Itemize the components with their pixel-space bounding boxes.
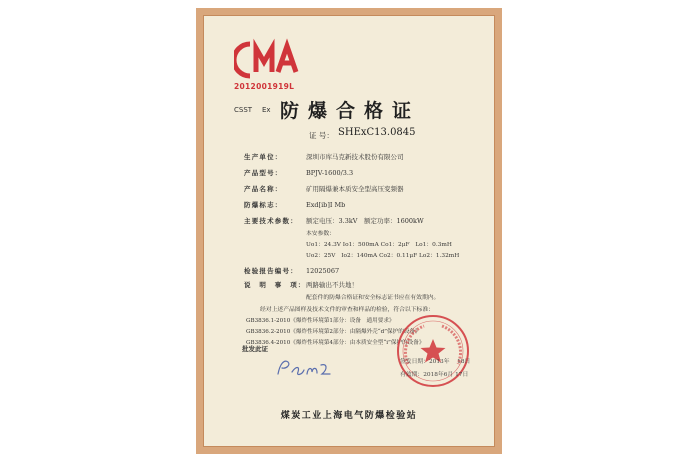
safety-params-heading: 本安参数： (306, 231, 335, 237)
cma-serial: 2012001919L (234, 82, 295, 91)
report-no-value: 12025067 (306, 267, 340, 275)
tech-params-label: 主要技术参数： (244, 217, 298, 225)
manufacturer-row (244, 152, 404, 161)
safety-params-line2: Uo2：25V Io2：140mA Co2：0.11μF Lo2：1.32mH (306, 253, 460, 259)
cert-no-label: 证 号： (309, 131, 334, 140)
approval-label: 批发此证 (242, 345, 268, 353)
model-value: BPJV-1600/3.3 (306, 169, 354, 177)
manufacturer-label: 生产单位： (244, 153, 283, 161)
certificate-title: 防爆合格证 (280, 100, 421, 122)
standard-3: GB3836.4-2010《爆炸性环境第4部分：由本质安全型“i”保护的设备》 (246, 340, 425, 346)
model-label: 产品型号： (244, 169, 283, 177)
manufacturer-value: 深圳市库马克新技术股份有限公司 (306, 153, 404, 161)
issuing-authority: 煤炭工业上海电气防爆检验站 (280, 411, 418, 421)
cma-logo (234, 38, 304, 80)
product-name-row (244, 184, 404, 193)
certificate-paper (203, 15, 495, 447)
tech-params-value: 额定电压：3.3kV 额定功率：1600kW (306, 217, 424, 225)
valid-date: 有效期：2018年6月 17日 (400, 372, 469, 378)
issue-date: 签发日期：2013年 18日 (400, 359, 471, 365)
remarks-label: 说 明 事 项： (244, 281, 306, 289)
handwritten-signature (274, 356, 336, 380)
csst-prefix: CSST (234, 106, 253, 114)
ex-prefix: Ex (262, 106, 271, 114)
safety-params-line1: Uo1：24.3V Io1：500mA Co1：2μF Lo1：0.3mH (306, 242, 452, 248)
ex-marking-row (244, 200, 345, 209)
official-seal (394, 312, 472, 390)
ex-marking-label: 防爆标志： (244, 201, 283, 209)
model-row (244, 168, 353, 177)
product-name-value: 矿用隔爆兼本质安全型高压变频器 (306, 185, 404, 193)
remarks-value: 两路输出不共地！ (306, 281, 358, 289)
remarks-row (244, 280, 358, 289)
report-no-row (244, 266, 339, 275)
remarks-line2: 配套件的防爆合格证和安全标志证书应在有效期内。 (306, 295, 440, 301)
ex-marking-value: Exd[ib]I Mb (306, 201, 346, 209)
standard-1: GB3836.1-2010《爆炸性环境第1部分：设备 通用要求》 (246, 318, 395, 324)
report-no-label: 检验报告编号： (244, 267, 298, 275)
approval-text: 经对上述产品图样及技术文件的审查和样品的检验，符合以下标准： (260, 307, 434, 313)
certificate-frame (196, 8, 502, 454)
cert-no-value: SHExC13.0845 (338, 127, 416, 138)
tech-params-row (244, 216, 424, 225)
product-name-label: 产品名称： (244, 185, 283, 193)
standard-2: GB3836.2-2010《爆炸性环境第2部分：由隔爆外壳“d”保护的设备》 (246, 329, 421, 335)
